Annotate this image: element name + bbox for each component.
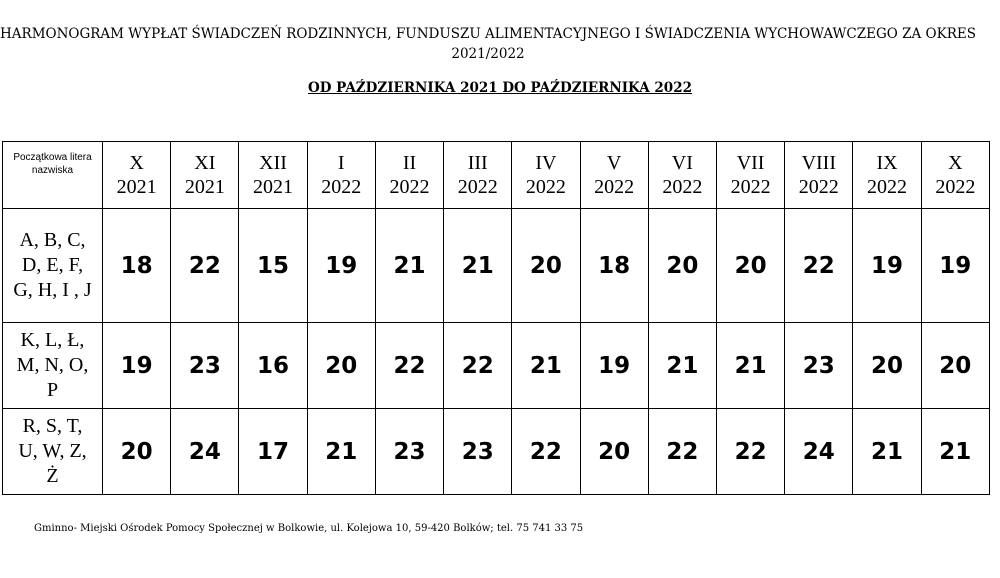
month-header [921, 142, 989, 209]
payment-day-cell: 20 [307, 323, 375, 409]
month-roman: III [467, 152, 488, 174]
payment-day-cell: 24 [785, 409, 853, 495]
month-roman: VI [671, 152, 693, 174]
period-subtitle: OD PAŹDZIERNIKA 2021 DO PAŹDZIERNIKA 2022 [308, 80, 692, 96]
title-line-2: 2021/2022 [451, 46, 525, 62]
month-roman: IX [876, 152, 898, 174]
month-year: 2022 [662, 176, 703, 198]
payment-day-cell: 20 [512, 209, 580, 323]
payment-day-cell: 23 [444, 409, 512, 495]
month-year: 2022 [457, 176, 498, 198]
month-header [375, 142, 443, 209]
payment-day-cell: 19 [103, 323, 171, 409]
payment-day-cell: 19 [307, 209, 375, 323]
surname-letters-cell [3, 209, 103, 323]
payment-day-cell: 21 [375, 209, 443, 323]
month-header [716, 142, 784, 209]
letters-line: U, W, Z, [18, 440, 87, 462]
payment-day-cell: 21 [648, 323, 716, 409]
payment-day-cell: 19 [921, 209, 989, 323]
month-roman: IV [535, 152, 557, 174]
payment-day-cell: 22 [648, 409, 716, 495]
month-roman: XII [259, 152, 287, 174]
document-title [0, 24, 976, 64]
month-year: 2022 [867, 176, 908, 198]
month-year: 2022 [594, 176, 635, 198]
letters-line: M, N, O, [16, 354, 89, 376]
payment-day-cell: 24 [171, 409, 239, 495]
month-roman: V [606, 152, 622, 174]
letters-line: P [46, 379, 59, 401]
payment-day-cell: 18 [580, 209, 648, 323]
month-roman: X [129, 152, 144, 174]
payment-day-cell: 19 [853, 209, 921, 323]
surname-letters-cell [3, 409, 103, 495]
payment-day-cell: 22 [785, 209, 853, 323]
month-year: 2022 [525, 176, 566, 198]
letters-line: R, S, T, [22, 415, 83, 437]
payment-day-cell: 20 [853, 323, 921, 409]
table-row [3, 323, 990, 409]
payment-schedule-table [2, 141, 990, 495]
month-header [103, 142, 171, 209]
payment-day-cell: 20 [648, 209, 716, 323]
month-year: 2021 [253, 176, 294, 198]
payment-day-cell: 21 [307, 409, 375, 495]
payment-day-cell: 22 [375, 323, 443, 409]
payment-day-cell: 20 [716, 209, 784, 323]
payment-day-cell: 20 [580, 409, 648, 495]
month-year: 2022 [321, 176, 362, 198]
corner-label: Początkowa litera nazwiska [3, 142, 103, 209]
payment-day-cell: 22 [716, 409, 784, 495]
month-year: 2022 [935, 176, 976, 198]
payment-day-cell: 21 [921, 409, 989, 495]
month-header [512, 142, 580, 209]
payment-day-cell: 23 [171, 323, 239, 409]
surname-letters-cell [3, 323, 103, 409]
payment-day-cell: 21 [716, 323, 784, 409]
month-roman: XI [194, 152, 216, 174]
month-roman: VIII [801, 152, 837, 174]
payment-day-cell: 15 [239, 209, 307, 323]
letters-line: A, B, C, [19, 229, 86, 251]
month-header [580, 142, 648, 209]
table-row [3, 209, 990, 323]
letters-line: D, E, F, [21, 254, 84, 276]
month-year: 2022 [798, 176, 839, 198]
payment-day-cell: 19 [580, 323, 648, 409]
payment-day-cell: 17 [239, 409, 307, 495]
payment-day-cell: 21 [512, 323, 580, 409]
payment-day-cell: 22 [512, 409, 580, 495]
letters-line: K, L, Ł, [20, 329, 85, 351]
month-year: 2021 [116, 176, 157, 198]
month-roman: VII [736, 152, 765, 174]
month-roman: II [402, 152, 417, 174]
letters-line: G, H, I , J [13, 279, 92, 301]
payment-day-cell: 23 [375, 409, 443, 495]
month-header [648, 142, 716, 209]
month-header [171, 142, 239, 209]
payment-day-cell: 16 [239, 323, 307, 409]
payment-day-cell: 21 [444, 209, 512, 323]
payment-day-cell: 23 [785, 323, 853, 409]
month-year: 2021 [184, 176, 225, 198]
footer-contact: Gminno- Miejski Ośrodek Pomocy Społecznej w Bolkowie, ul. Kolejowa 10, 59-420 Bolków; tel. 75 741 33 75 [34, 523, 584, 534]
month-roman: I [337, 152, 345, 174]
letters-line: Ż [46, 465, 59, 487]
payment-day-cell: 21 [853, 409, 921, 495]
month-header [444, 142, 512, 209]
table-row [3, 409, 990, 495]
month-roman: X [948, 152, 963, 174]
payment-day-cell: 22 [171, 209, 239, 323]
payment-day-cell: 22 [444, 323, 512, 409]
header-row [3, 142, 990, 209]
month-header [307, 142, 375, 209]
month-header [853, 142, 921, 209]
month-header [785, 142, 853, 209]
title-line-1: HARMONOGRAM WYPŁAT ŚWIADCZEŃ RODZINNYCH, FUNDUSZU ALIMENTACYJNEGO I ŚWIADCZENIA WYCHOWAWCZEGO ZA OKRES [0, 26, 976, 42]
month-year: 2022 [389, 176, 430, 198]
payment-day-cell: 18 [103, 209, 171, 323]
month-header [239, 142, 307, 209]
month-year: 2022 [730, 176, 771, 198]
payment-day-cell: 20 [103, 409, 171, 495]
payment-day-cell: 20 [921, 323, 989, 409]
